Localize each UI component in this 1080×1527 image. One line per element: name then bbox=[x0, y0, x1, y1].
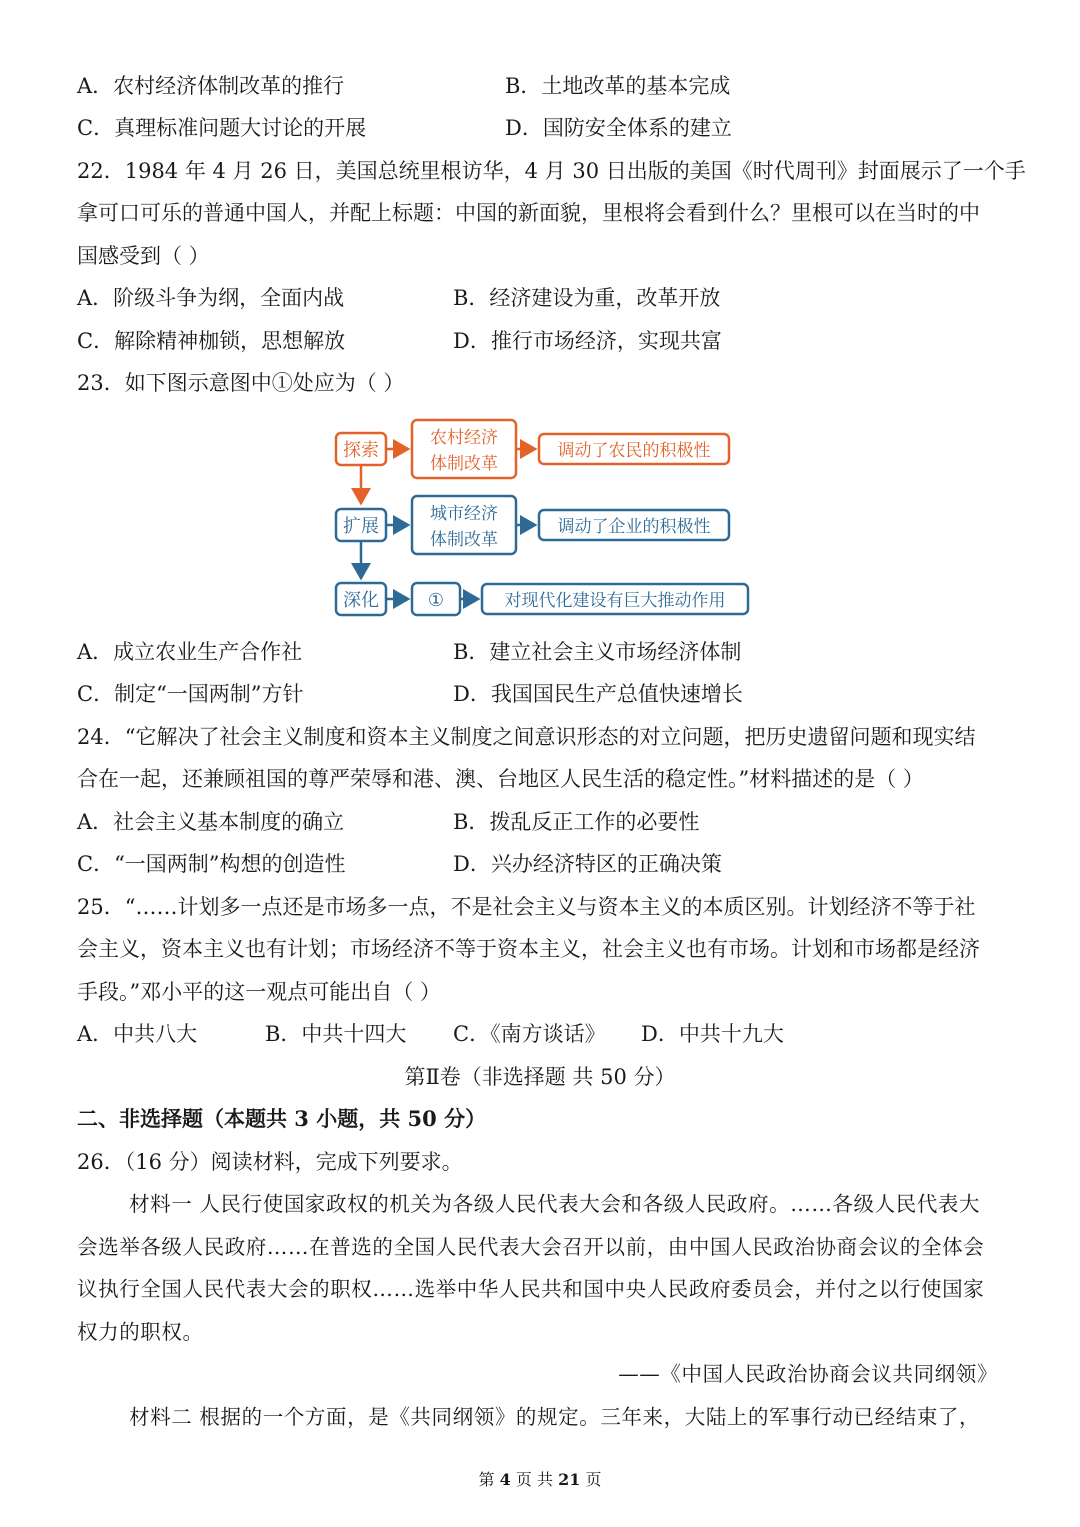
footer-prefix: 第 bbox=[478, 1470, 495, 1489]
footer-total-pages: 21 bbox=[558, 1470, 581, 1489]
stage-label-deepen: 深化 bbox=[343, 590, 379, 611]
q25-stem-line1: 25．“……计划多一点还是市场多一点，不是社会主义与资本主义的本质区别。计划经济不等于社 bbox=[77, 895, 976, 919]
q25-option-c: C．《南方谈话》 bbox=[453, 1022, 606, 1046]
q25-option-a: A．中共八大 bbox=[77, 1022, 198, 1046]
q22-stem-line1: 22．1984 年 4 月 26 日，美国总统里根访华，4 月 30 日出版的美国《时代周刊》封面展示了一个手 bbox=[77, 159, 1026, 183]
q25-option-b: B．中共十四大 bbox=[265, 1022, 407, 1046]
q21-option-a: A．农村经济体制改革的推行 bbox=[77, 74, 345, 98]
q24-option-c: C．“一国两制”构想的创造性 bbox=[77, 852, 346, 876]
q22-option-c: C．解除精神枷锁，思想解放 bbox=[77, 329, 346, 353]
q23-option-d: D．我国国民生产总值快速增长 bbox=[453, 682, 743, 706]
q21-option-b: B．土地改革的基本完成 bbox=[505, 74, 731, 98]
material1-line4: 权力的职权。 bbox=[77, 1320, 204, 1344]
reform-urban-line1: 城市经济 bbox=[430, 504, 498, 524]
q21-option-c: C．真理标准问题大讨论的开展 bbox=[77, 116, 367, 140]
q23-option-a: A．成立农业生产合作社 bbox=[77, 640, 303, 664]
effect-modernization-text: 对现代化建设有巨大推动作用 bbox=[504, 591, 726, 611]
footer-suffix: 页 bbox=[585, 1470, 602, 1489]
material1-line3: 议执行全国人民代表大会的职权……选举中华人民共和国中央人民政府委员会，并付之以行使国家 bbox=[77, 1277, 985, 1301]
q24-option-b: B．拨乱反正工作的必要性 bbox=[453, 810, 700, 834]
q23-option-c: C．制定“一国两制”方针 bbox=[77, 682, 304, 706]
volume-title: 第Ⅱ卷（非选择题 共 50 分） bbox=[404, 1065, 676, 1089]
q22-stem-line2: 拿可口可乐的普通中国人，并配上标题：中国的新面貌，里根将会看到什么？里根可以在当时的中 bbox=[77, 201, 980, 225]
reform-flow-diagram bbox=[330, 415, 760, 620]
material1-line1: 材料一 人民行使国家政权的机关为各级人民代表大会和各级人民政府。……各级人民代表大 bbox=[129, 1192, 981, 1216]
page-footer bbox=[0, 1467, 1080, 1490]
footer-middle: 页 共 bbox=[515, 1470, 553, 1489]
q24-stem-line1: 24．“它解决了社会主义制度和资本主义制度之间意识形态的对立问题，把历史遗留问题和现实结 bbox=[77, 725, 976, 749]
q23-stem: 23．如下图示意图中①处应为（ ） bbox=[77, 371, 405, 395]
reform-urban-line2: 体制改革 bbox=[430, 530, 498, 550]
q23-option-b: B．建立社会主义市场经济体制 bbox=[453, 640, 742, 664]
q22-stem-line3: 国感受到（ ） bbox=[77, 244, 210, 268]
material1-source: ——《中国人民政治协商会议共同纲领》 bbox=[618, 1362, 998, 1386]
reform-blank-marker: ① bbox=[427, 590, 445, 611]
effect-farmers-text: 调动了农民的积极性 bbox=[557, 441, 711, 461]
effect-enterprises-text: 调动了企业的积极性 bbox=[557, 517, 711, 537]
stage-label-expand: 扩展 bbox=[343, 516, 379, 537]
stage-label-explore: 探索 bbox=[343, 440, 379, 461]
reform-rural-line1: 农村经济 bbox=[430, 428, 498, 448]
q25-stem-line3: 手段。”邓小平的这一观点可能出自（ ） bbox=[77, 980, 441, 1004]
q22-option-a: A．阶级斗争为纲，全面内战 bbox=[77, 286, 345, 310]
section-title: 二、非选择题（本题共 3 小题，共 50 分） bbox=[77, 1106, 487, 1131]
q24-option-a: A．社会主义基本制度的确立 bbox=[77, 810, 345, 834]
q22-option-d: D．推行市场经济，实现共富 bbox=[453, 329, 722, 353]
material2-line1: 材料二 根据的一个方面，是《共同纲领》的规定。三年来，大陆上的军事行动已经结束了， bbox=[129, 1405, 981, 1429]
q24-option-d: D．兴办经济特区的正确决策 bbox=[453, 852, 722, 876]
material1-line2: 会选举各级人民政府……在普选的全国人民代表大会召开以前，由中国人民政治协商会议的全体会 bbox=[77, 1235, 985, 1259]
footer-page-number: 4 bbox=[499, 1470, 511, 1489]
reform-rural-line2: 体制改革 bbox=[430, 454, 498, 474]
q25-stem-line2: 会主义，资本主义也有计划；市场经济不等于资本主义，社会主义也有市场。计划和市场都是经济 bbox=[77, 937, 980, 961]
q25-option-d: D．中共十九大 bbox=[641, 1022, 784, 1046]
q26-stem: 26．（16 分）阅读材料，完成下列要求。 bbox=[77, 1150, 463, 1174]
q21-option-d: D．国防安全体系的建立 bbox=[505, 116, 732, 140]
q22-option-b: B．经济建设为重，改革开放 bbox=[453, 286, 721, 310]
q24-stem-line2: 合在一起，还兼顾祖国的尊严荣辱和港、澳、台地区人民生活的稳定性。”材料描述的是（ ） bbox=[77, 767, 924, 791]
